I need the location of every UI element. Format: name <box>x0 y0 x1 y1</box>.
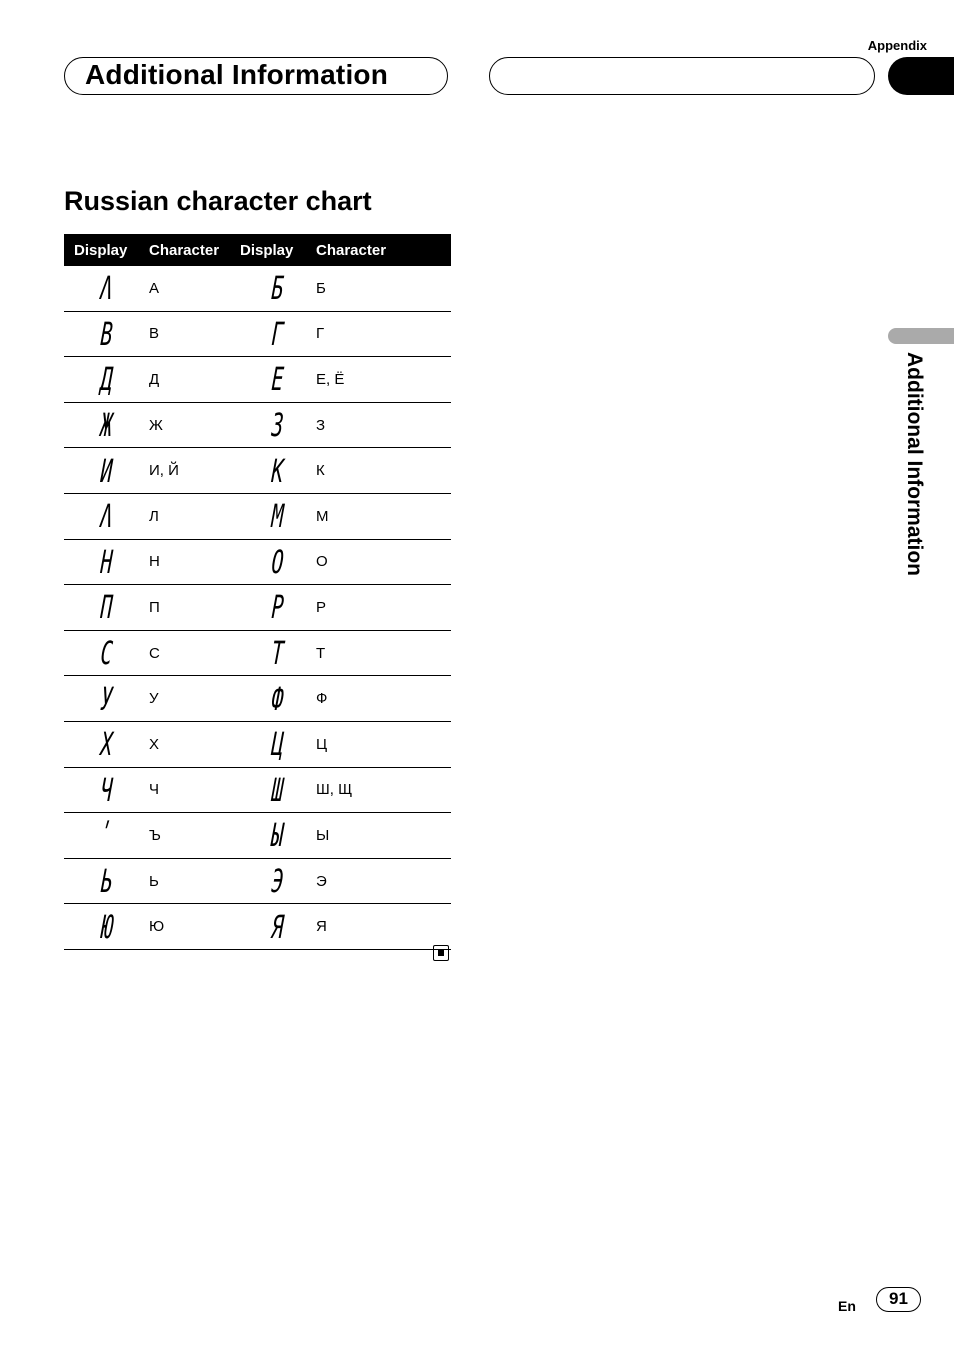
character-cell: У <box>149 690 159 708</box>
display-glyph-cell <box>64 451 149 490</box>
character-cell-cell <box>316 325 451 342</box>
display-glyph-cell <box>64 725 149 764</box>
display-glyph-cell <box>64 634 149 673</box>
table-row <box>64 631 451 677</box>
character-cell: П <box>149 598 160 616</box>
character-cell: Б <box>316 279 326 297</box>
display-glyph-cell <box>240 862 316 901</box>
character-cell-cell <box>149 873 240 890</box>
character-cell: С <box>149 644 160 662</box>
table-row <box>64 904 451 950</box>
display-glyph: Ф <box>270 679 286 718</box>
character-cell-cell <box>316 645 451 662</box>
character-cell: Ч <box>149 781 159 799</box>
display-glyph: К <box>270 451 286 490</box>
display-glyph-cell <box>64 542 149 581</box>
display-glyph: ʹ <box>99 816 114 855</box>
character-cell: Г <box>316 325 325 343</box>
table-row <box>64 357 451 403</box>
character-cell: Ю <box>149 918 165 936</box>
character-cell-cell <box>316 462 451 479</box>
display-glyph-cell <box>240 269 316 308</box>
character-cell: Ы <box>316 826 330 844</box>
character-cell: Л <box>149 507 159 525</box>
character-cell-cell <box>316 690 451 707</box>
character-cell-cell <box>149 690 240 707</box>
display-glyph: Λ <box>99 497 114 536</box>
character-cell: Ь <box>149 872 159 890</box>
display-glyph-cell <box>240 406 316 445</box>
character-cell-cell <box>316 417 451 434</box>
character-cell: Е, Ё <box>316 370 345 388</box>
section-title-pill <box>64 57 448 95</box>
character-cell-cell <box>149 736 240 753</box>
display-glyph: Б <box>270 269 286 308</box>
column-header-display: Display <box>240 241 294 259</box>
display-glyph: Е <box>270 360 286 399</box>
section-title: Additional Information <box>85 59 389 90</box>
display-glyph: Λ <box>99 269 114 308</box>
character-cell-cell <box>149 781 240 798</box>
character-cell-cell <box>149 645 240 662</box>
table-row <box>64 768 451 814</box>
display-glyph: Д <box>99 360 114 399</box>
character-cell: Ъ <box>149 826 161 844</box>
display-glyph: В <box>99 314 114 353</box>
character-cell-cell <box>316 553 451 570</box>
display-glyph-cell <box>240 497 316 536</box>
display-glyph: З <box>270 406 286 445</box>
character-cell: З <box>316 416 326 434</box>
character-cell: Р <box>316 598 327 616</box>
display-glyph-cell <box>64 770 149 809</box>
display-glyph: Я <box>270 907 286 946</box>
display-glyph-cell <box>64 679 149 718</box>
character-cell: Х <box>149 735 160 753</box>
character-cell-cell <box>316 371 451 388</box>
character-cell: О <box>316 553 328 571</box>
display-glyph: Х <box>99 725 114 764</box>
display-glyph-cell <box>64 816 149 855</box>
character-cell-cell <box>149 417 240 434</box>
section-tab-black <box>888 57 954 95</box>
display-glyph: Ж <box>99 406 114 445</box>
display-glyph-cell <box>240 314 316 353</box>
section-tab-gray <box>888 328 954 344</box>
display-glyph-cell <box>240 360 316 399</box>
display-glyph: Ы <box>270 816 286 855</box>
character-cell-cell <box>316 599 451 616</box>
character-cell-cell <box>316 781 451 798</box>
character-cell: Ф <box>316 690 328 708</box>
column-header-display: Display <box>74 241 128 259</box>
display-glyph-cell <box>64 907 149 946</box>
russian-character-chart <box>64 234 451 950</box>
character-cell: Ж <box>149 416 163 434</box>
table-row <box>64 494 451 540</box>
display-glyph-cell <box>240 451 316 490</box>
display-glyph-cell <box>64 269 149 308</box>
character-cell: И, Й <box>149 462 179 480</box>
display-glyph: Р <box>270 588 286 627</box>
character-cell: В <box>149 325 160 343</box>
character-cell-cell <box>316 873 451 890</box>
column-header-character: Character <box>316 241 387 259</box>
chart-header <box>64 234 451 266</box>
display-glyph-cell <box>64 360 149 399</box>
character-cell-cell <box>316 918 451 935</box>
character-cell: Д <box>149 370 160 388</box>
header-empty-pill <box>489 57 875 95</box>
table-row <box>64 859 451 905</box>
display-glyph: Ц <box>270 725 286 764</box>
display-glyph: М <box>270 497 286 536</box>
column-header-character: Character <box>149 241 220 259</box>
character-cell: Ц <box>316 735 328 753</box>
chart-body <box>64 266 451 950</box>
character-cell-cell <box>149 325 240 342</box>
display-glyph-cell <box>240 770 316 809</box>
display-glyph: Г <box>270 314 286 353</box>
display-glyph-cell <box>240 725 316 764</box>
display-glyph: У <box>99 679 114 718</box>
character-cell-cell <box>149 508 240 525</box>
character-cell-cell <box>316 508 451 525</box>
table-row <box>64 266 451 312</box>
display-glyph: Т <box>270 634 286 673</box>
character-cell: А <box>149 279 160 297</box>
display-glyph-cell <box>240 816 316 855</box>
display-glyph: Ч <box>99 770 114 809</box>
character-cell-cell <box>149 827 240 844</box>
display-glyph-cell <box>240 588 316 627</box>
display-glyph-cell <box>64 862 149 901</box>
character-cell: Ш, Щ <box>316 781 353 799</box>
display-glyph: С <box>99 634 114 673</box>
display-glyph: И <box>99 451 114 490</box>
display-glyph-cell <box>64 406 149 445</box>
character-cell-cell <box>149 462 240 479</box>
table-row <box>64 585 451 631</box>
display-glyph: О <box>270 542 286 581</box>
display-glyph-cell <box>64 497 149 536</box>
character-cell: Н <box>149 553 160 571</box>
character-cell-cell <box>149 553 240 570</box>
display-glyph-cell <box>240 634 316 673</box>
character-cell-cell <box>149 371 240 388</box>
appendix-label: Appendix <box>867 38 927 53</box>
page-number: 91 <box>876 1287 921 1312</box>
display-glyph-cell <box>240 907 316 946</box>
table-row <box>64 722 451 768</box>
table-row <box>64 312 451 358</box>
character-cell: К <box>316 462 325 480</box>
table-row <box>64 448 451 494</box>
end-of-section-icon <box>433 945 449 961</box>
character-cell-cell <box>149 599 240 616</box>
page-title: Russian character chart <box>64 186 372 216</box>
character-cell: Э <box>316 872 327 890</box>
display-glyph: Н <box>99 542 114 581</box>
character-cell: Т <box>316 644 326 662</box>
character-cell-cell <box>149 918 240 935</box>
display-glyph: Ш <box>270 770 286 809</box>
language-code: En <box>838 1298 856 1314</box>
display-glyph: П <box>99 588 114 627</box>
character-cell-cell <box>316 736 451 753</box>
table-row <box>64 676 451 722</box>
table-row <box>64 813 451 859</box>
side-section-label: Additional Information <box>903 352 926 576</box>
display-glyph: Ю <box>99 907 114 946</box>
display-glyph: Э <box>270 862 286 901</box>
table-row <box>64 403 451 449</box>
display-glyph-cell <box>240 542 316 581</box>
character-cell-cell <box>149 280 240 297</box>
character-cell-cell <box>316 280 451 297</box>
display-glyph-cell <box>64 314 149 353</box>
character-cell: Я <box>316 918 327 936</box>
display-glyph-cell <box>64 588 149 627</box>
table-row <box>64 540 451 586</box>
display-glyph-cell <box>240 679 316 718</box>
display-glyph: Ь <box>99 862 114 901</box>
character-cell: М <box>316 507 329 525</box>
character-cell-cell <box>316 827 451 844</box>
